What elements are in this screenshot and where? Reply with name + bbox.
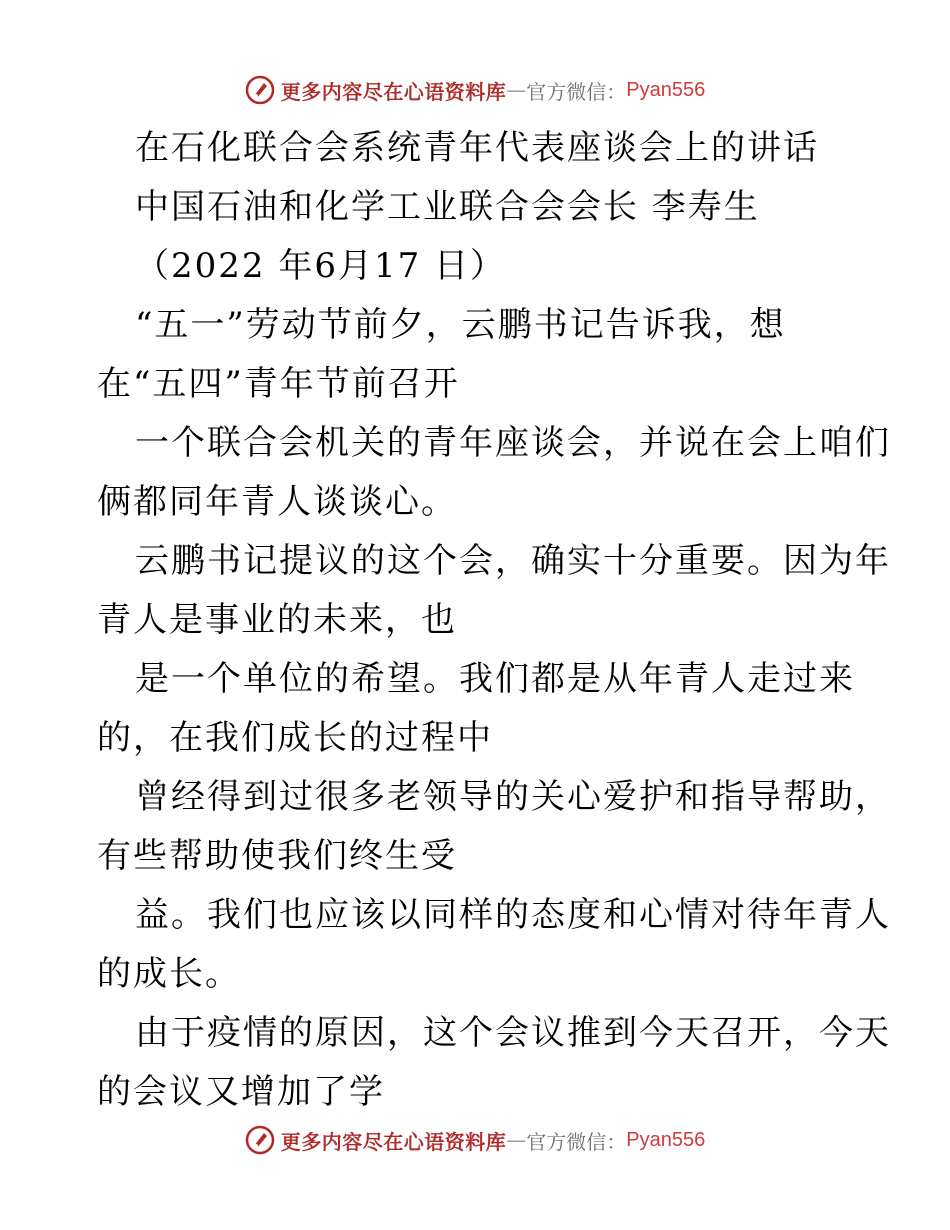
doc-line: 的会议又增加了学 bbox=[97, 1072, 385, 1112]
doc-line: 益。我们也应该以同样的态度和心情对待年青人 bbox=[135, 895, 891, 935]
doc-line: 的，在我们成长的过程中 bbox=[97, 718, 493, 758]
wechat-id: Pyan556 bbox=[626, 78, 706, 101]
doc-line: 有些帮助使我们终生受 bbox=[97, 836, 457, 876]
wechat-label: 官方微信： bbox=[526, 1129, 627, 1154]
site-name: 更多内容尽在心语资料库 bbox=[280, 79, 507, 104]
doc-line: 由于疫情的原因，这个会议推到今天召开，今天 bbox=[135, 1013, 891, 1053]
doc-line: 曾经得到过很多老领导的关心爱护和指导帮助， bbox=[135, 777, 891, 817]
doc-author: 中国石油和化学工业联合会会长 李寿生 bbox=[135, 187, 760, 227]
site-name: 更多内容尽在心语资料库 bbox=[280, 1129, 507, 1154]
doc-line: 的成长。 bbox=[97, 954, 241, 994]
doc-line: 云鹏书记提议的这个会，确实十分重要。因为年 bbox=[135, 541, 891, 581]
doc-line: 青人是事业的未来，也 bbox=[97, 600, 457, 640]
doc-line: 一个联合会机关的青年座谈会，并说在会上咱们 bbox=[135, 423, 891, 463]
doc-line: 是一个单位的希望。我们都是从年青人走过来 bbox=[135, 659, 855, 699]
doc-line: 俩都同年青人谈谈心。 bbox=[97, 482, 457, 522]
wechat-id: Pyan556 bbox=[626, 1128, 706, 1151]
banner-separator: — bbox=[506, 1128, 527, 1152]
pen-nib-logo-icon bbox=[245, 1125, 275, 1155]
banner-separator: — bbox=[506, 78, 527, 102]
footer-watermark bbox=[0, 1120, 950, 1160]
doc-line: 在“五四”青年节前召开 bbox=[97, 364, 460, 404]
header-watermark bbox=[0, 70, 950, 110]
wechat-label: 官方微信： bbox=[526, 79, 627, 104]
doc-line: “五一”劳动节前夕，云鹏书记告诉我，想 bbox=[135, 305, 786, 345]
pen-nib-logo-icon bbox=[245, 75, 275, 105]
doc-date: （2022 年6月17 日） bbox=[135, 246, 507, 286]
doc-title: 在石化联合会系统青年代表座谈会上的讲话 bbox=[135, 128, 819, 168]
